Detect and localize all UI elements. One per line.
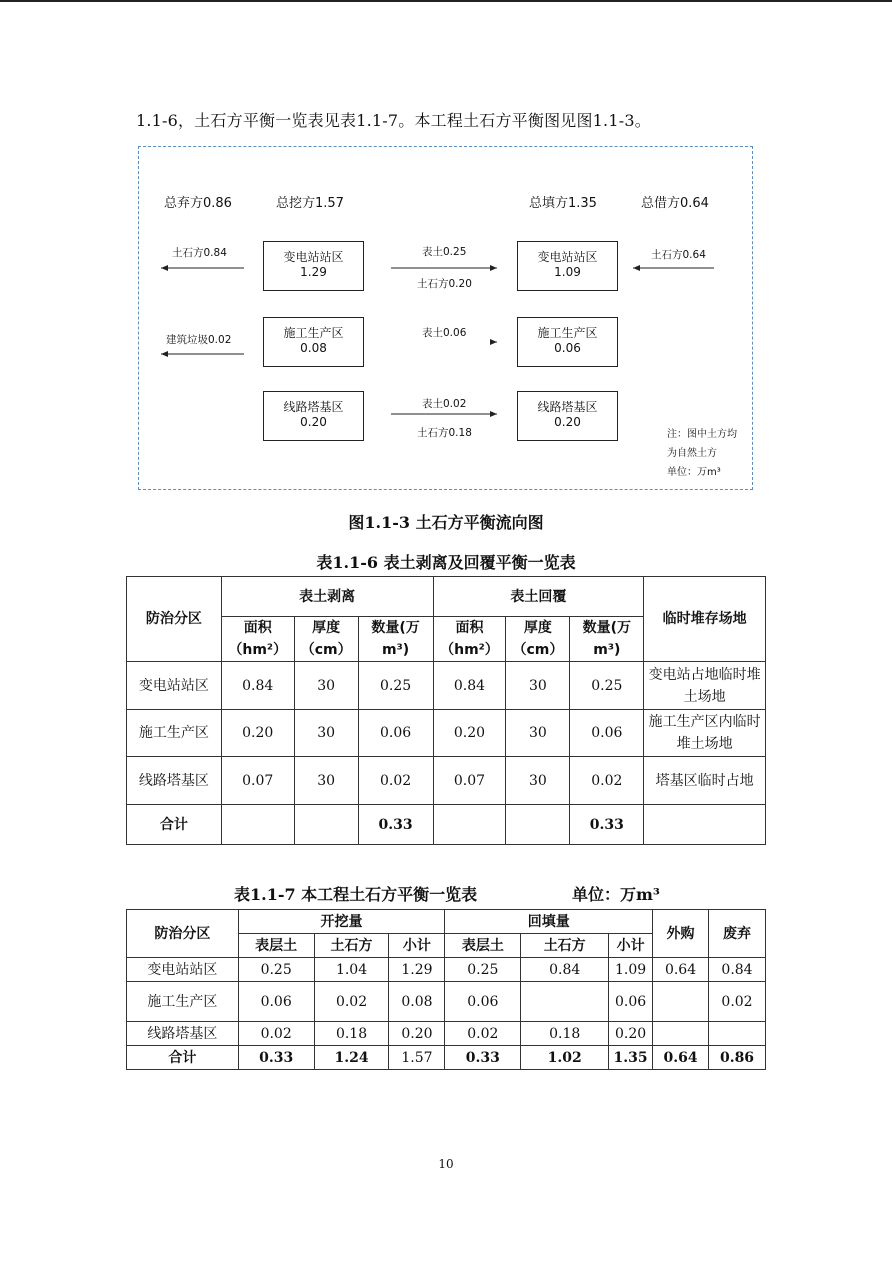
box-value: 0.20 xyxy=(554,415,581,429)
page-top-rule xyxy=(0,0,892,2)
cell: 1.02 xyxy=(521,1046,609,1070)
header-zone: 防治分区 xyxy=(127,577,222,662)
header-subtotal: 小计 xyxy=(389,934,445,958)
header-area: 面积（hm²） xyxy=(433,617,506,662)
cell-zone: 施工生产区 xyxy=(127,982,239,1022)
header-strip: 表土剥离 xyxy=(221,577,433,617)
cell-empty xyxy=(221,805,294,845)
cell: 0.18 xyxy=(521,1022,609,1046)
header-storage: 临时堆存场地 xyxy=(644,577,766,662)
cell-empty xyxy=(433,805,506,845)
cell-empty xyxy=(506,805,570,845)
cell: 0.25 xyxy=(358,662,433,710)
total-label: 合计 xyxy=(127,1046,239,1070)
table-row xyxy=(127,662,766,710)
header-amount: 数量(万m³) xyxy=(570,617,644,662)
cell: 0.02 xyxy=(445,1022,521,1046)
cell xyxy=(709,1022,766,1046)
cell: 0.20 xyxy=(221,710,294,757)
cell: 1.57 xyxy=(389,1046,445,1070)
cell: 0.02 xyxy=(570,757,644,805)
earthwork-balance-table xyxy=(126,909,766,1070)
cell: 0.06 xyxy=(358,710,433,757)
excavation-box-substation xyxy=(263,241,364,291)
total-strip-amount: 0.33 xyxy=(358,805,433,845)
transfer-topsoil-label: 表土0.25 xyxy=(422,246,467,258)
cell: 0.07 xyxy=(433,757,506,805)
box-name: 变电站站区 xyxy=(537,250,598,264)
cell: 1.04 xyxy=(314,958,389,982)
spoil-debris-label: 建筑垃圾0.02 xyxy=(166,334,232,346)
total-row xyxy=(127,805,766,845)
cell: 0.84 xyxy=(709,958,766,982)
note-line: 为自然土方 xyxy=(667,448,717,459)
cell: 0.07 xyxy=(221,757,294,805)
cell: 0.33 xyxy=(238,1046,314,1070)
cell-zone: 变电站站区 xyxy=(127,662,222,710)
cell: 0.86 xyxy=(709,1046,766,1070)
box-name: 施工生产区 xyxy=(537,326,598,340)
cell: 0.25 xyxy=(570,662,644,710)
cell xyxy=(653,1022,709,1046)
box-value: 1.09 xyxy=(554,265,581,279)
spoil-earth-label: 土石方0.84 xyxy=(172,247,227,259)
cell-storage: 塔基区临时占地 xyxy=(644,757,766,805)
cell: 0.20 xyxy=(609,1022,653,1046)
note-line: 单位：万m³ xyxy=(667,467,721,478)
box-value: 0.08 xyxy=(300,341,327,355)
cell: 1.24 xyxy=(314,1046,389,1070)
header-topsoil: 表层土 xyxy=(238,934,314,958)
cell: 0.18 xyxy=(314,1022,389,1046)
box-name: 线路塔基区 xyxy=(537,400,598,414)
cell: 0.08 xyxy=(389,982,445,1022)
total-fill-label: 总填方1.35 xyxy=(529,196,597,211)
cell: 0.02 xyxy=(358,757,433,805)
cell-zone: 变电站站区 xyxy=(127,958,239,982)
excavation-box-tower xyxy=(263,391,364,441)
cell: 0.02 xyxy=(238,1022,314,1046)
cell: 0.25 xyxy=(238,958,314,982)
cell: 30 xyxy=(506,662,570,710)
cell: 0.20 xyxy=(433,710,506,757)
cell-zone: 线路塔基区 xyxy=(127,757,222,805)
page-number: 10 xyxy=(438,1157,454,1171)
header-excavation: 开挖量 xyxy=(238,910,445,934)
total-row xyxy=(127,1046,766,1070)
transfer-topsoil-label: 表土0.02 xyxy=(422,398,467,410)
header-area: 面积（hm²） xyxy=(221,617,294,662)
cell: 0.84 xyxy=(433,662,506,710)
cell: 1.35 xyxy=(609,1046,653,1070)
table-row xyxy=(127,757,766,805)
header-topsoil: 表层土 xyxy=(445,934,521,958)
figure-caption: 图1.1-3 土石方平衡流向图 xyxy=(348,513,544,532)
cell: 0.02 xyxy=(709,982,766,1022)
header-zone: 防治分区 xyxy=(127,910,239,958)
total-excavation-label: 总挖方1.57 xyxy=(276,196,344,211)
header-purchase: 外购 xyxy=(653,910,709,958)
fill-box-substation xyxy=(517,241,618,291)
cell: 0.20 xyxy=(389,1022,445,1046)
cell: 0.06 xyxy=(445,982,521,1022)
table6-title: 表1.1-6 表土剥离及回覆平衡一览表 xyxy=(316,553,576,572)
cell: 0.64 xyxy=(653,1046,709,1070)
transfer-earth-label: 土石方0.18 xyxy=(417,427,472,439)
transfer-earth-label: 土石方0.20 xyxy=(417,278,472,290)
cell: 0.06 xyxy=(570,710,644,757)
total-spoil-label: 总弃方0.86 xyxy=(164,196,232,211)
cell: 0.06 xyxy=(238,982,314,1022)
cell-storage: 施工生产区内临时堆土场地 xyxy=(644,710,766,757)
total-cover-amount: 0.33 xyxy=(570,805,644,845)
cell: 30 xyxy=(294,710,358,757)
cell: 0.25 xyxy=(445,958,521,982)
fill-box-construction xyxy=(517,317,618,367)
total-borrow-label: 总借方0.64 xyxy=(641,196,709,211)
cell: 0.84 xyxy=(221,662,294,710)
header-amount: 数量(万m³) xyxy=(358,617,433,662)
box-value: 0.20 xyxy=(300,415,327,429)
header-thickness: 厚度（cm） xyxy=(506,617,570,662)
cell-zone: 线路塔基区 xyxy=(127,1022,239,1046)
borrow-earth-label: 土石方0.64 xyxy=(651,249,706,261)
box-name: 施工生产区 xyxy=(283,326,344,340)
cell: 0.33 xyxy=(445,1046,521,1070)
table-row xyxy=(127,958,766,982)
cell: 0.84 xyxy=(521,958,609,982)
cell: 30 xyxy=(294,662,358,710)
table7-unit: 单位：万m³ xyxy=(572,885,660,904)
header-thickness: 厚度（cm） xyxy=(294,617,358,662)
cell: 1.29 xyxy=(389,958,445,982)
note-line: 注：图中土方均 xyxy=(667,429,737,440)
excavation-box-construction xyxy=(263,317,364,367)
intro-paragraph: 1.1-6，土石方平衡一览表见表1.1-7。本工程土石方平衡图见图1.1-3。 xyxy=(136,111,651,130)
header-subtotal: 小计 xyxy=(609,934,653,958)
total-label: 合计 xyxy=(127,805,222,845)
cell-empty xyxy=(644,805,766,845)
header-cover: 表土回覆 xyxy=(433,577,644,617)
transfer-topsoil-label: 表土0.06 xyxy=(422,327,467,339)
figure-note xyxy=(667,425,737,482)
earthwork-flow-diagram xyxy=(138,146,753,490)
cell: 30 xyxy=(294,757,358,805)
cell: 30 xyxy=(506,757,570,805)
fill-box-tower xyxy=(517,391,618,441)
cell xyxy=(653,982,709,1022)
cell xyxy=(521,982,609,1022)
cell: 0.64 xyxy=(653,958,709,982)
table-row xyxy=(127,710,766,757)
cell: 30 xyxy=(506,710,570,757)
header-fill: 回填量 xyxy=(445,910,653,934)
cell: 0.02 xyxy=(314,982,389,1022)
topsoil-balance-table xyxy=(126,576,766,845)
cell-empty xyxy=(294,805,358,845)
cell: 0.06 xyxy=(609,982,653,1022)
box-name: 线路塔基区 xyxy=(283,400,344,414)
table-row xyxy=(127,982,766,1022)
header-earth: 土石方 xyxy=(314,934,389,958)
header-earth: 土石方 xyxy=(521,934,609,958)
cell-zone: 施工生产区 xyxy=(127,710,222,757)
header-spoil: 废弃 xyxy=(709,910,766,958)
box-name: 变电站站区 xyxy=(283,250,344,264)
table-row xyxy=(127,1022,766,1046)
box-value: 0.06 xyxy=(554,341,581,355)
box-value: 1.29 xyxy=(300,265,327,279)
table7-title: 表1.1-7 本工程土石方平衡一览表 xyxy=(234,885,478,904)
cell: 1.09 xyxy=(609,958,653,982)
cell-storage: 变电站占地临时堆土场地 xyxy=(644,662,766,710)
